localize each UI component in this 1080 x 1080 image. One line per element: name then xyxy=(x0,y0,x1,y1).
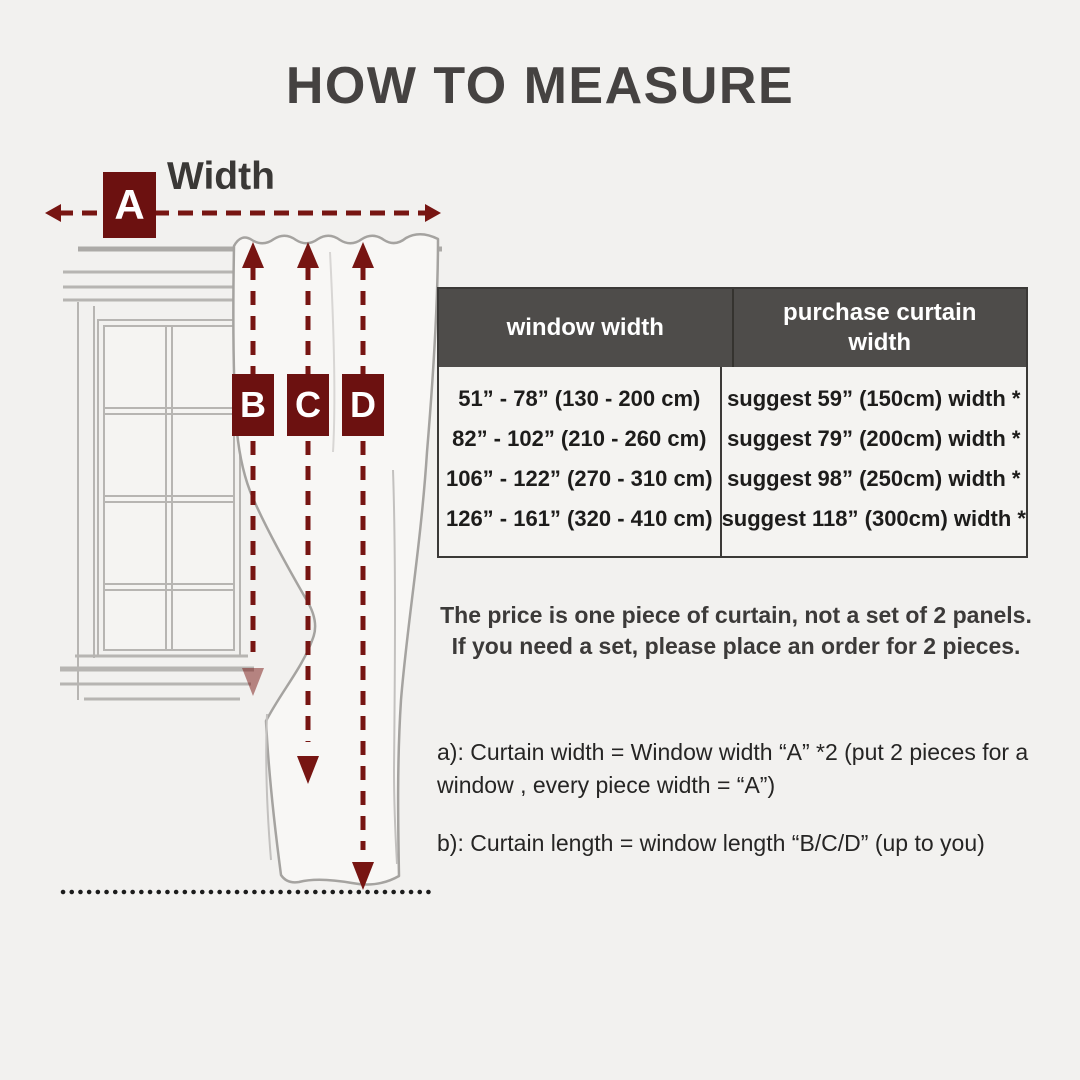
marker-c: C xyxy=(287,374,329,436)
marker-a: A xyxy=(103,172,156,238)
table-header-row xyxy=(439,289,1026,367)
width-suggestion-table xyxy=(437,287,1028,558)
table-cell: 106” - 122” (270 - 310 cm) xyxy=(445,466,713,491)
page-title: HOW TO MEASURE xyxy=(285,57,795,115)
window-drawing xyxy=(60,272,254,700)
table-cell: 82” - 102” (210 - 260 cm) xyxy=(452,426,707,451)
table-cell: 126” - 161” (320 - 410 cm) xyxy=(445,506,713,531)
price-note: The price is one piece of curtain, not a set of 2 panels. If you need a set, please place an order for 2 pieces. xyxy=(440,602,1032,659)
note-curtain-length: b): Curtain length = window length “B/C/D” (up to you) xyxy=(437,830,985,856)
width-axis-label: Width xyxy=(167,155,275,198)
marker-b: B xyxy=(232,374,274,436)
table-header-window-width: window width xyxy=(506,314,664,341)
table-header-purchase-width: purchase curtain width xyxy=(732,289,1027,367)
table-cell: suggest 79” (200cm) width * xyxy=(727,426,1021,451)
table-cell: 51” - 78” (130 - 200 cm) xyxy=(458,386,701,411)
marker-d: D xyxy=(342,374,384,436)
window-curtain-illustration xyxy=(0,0,460,920)
note-curtain-width: a): Curtain width = Window width “A” *2 (put 2 pieces for a window , every piece width = “A”) xyxy=(437,739,1029,799)
table-column-purchase-width xyxy=(722,367,1026,556)
table-cell: suggest 59” (150cm) width * xyxy=(727,386,1021,411)
table-column-window-width xyxy=(439,367,722,556)
table-cell: suggest 118” (300cm) width * xyxy=(721,506,1026,531)
table-cell: suggest 98” (250cm) width * xyxy=(727,466,1021,491)
curtain-panel xyxy=(233,234,438,884)
table-body xyxy=(439,367,1026,556)
